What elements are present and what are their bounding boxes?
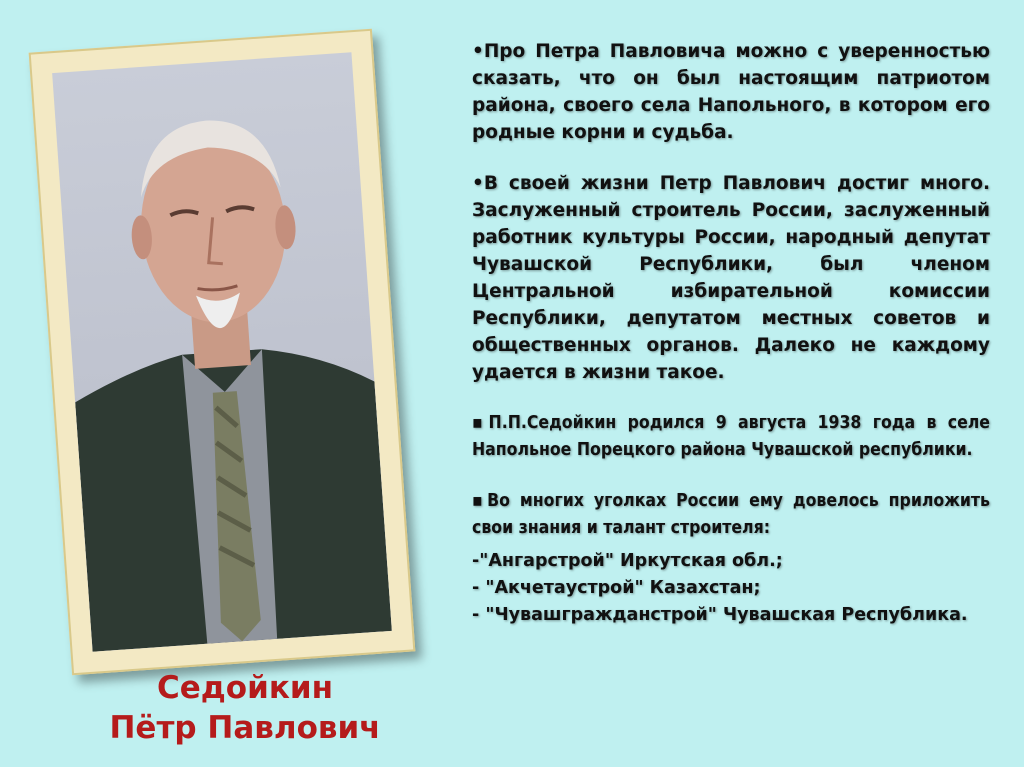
bio-paragraph-4: ▪Во многих уголках России ему довелось приложить свои знания и талант строителя: xyxy=(472,491,990,538)
bio-paragraph-2: •В своей жизни Петр Павлович достиг много. Заслуженный строитель России, заслуженный работник культуры России, народный депутат Чувашской Республики, был членом Центральной избирательной комиссии Республики, депутатом местных советов и общественных органов. Далеко не каждому удается в жизни такое. xyxy=(472,173,990,383)
biography-text xyxy=(472,38,990,629)
list-item: -"Ангарстрой" Иркутская обл.; xyxy=(472,551,783,571)
person-name xyxy=(80,668,410,748)
name-line-given: Пётр Павлович xyxy=(109,710,381,746)
bio-paragraph-3: ▪П.П.Седойкин родился 9 августа 1938 года в селе Напольное Порецкого района Чувашской республики. xyxy=(472,413,990,460)
name-line-surname: Седойкин xyxy=(156,670,333,706)
bio-paragraph-1: •Про Петра Павловича можно с уверенностью сказать, что он был настоящим патриотом района, своего села Напольного, в котором его родные корни и судьба. xyxy=(472,41,990,143)
photo-frame xyxy=(29,29,416,675)
portrait-photo xyxy=(52,52,392,652)
portrait-illustration xyxy=(52,52,392,652)
list-item: - "Чувашгражданстрой" Чувашская Республика. xyxy=(472,605,968,625)
list-item: - "Акчетаустрой" Казахстан; xyxy=(472,578,761,598)
